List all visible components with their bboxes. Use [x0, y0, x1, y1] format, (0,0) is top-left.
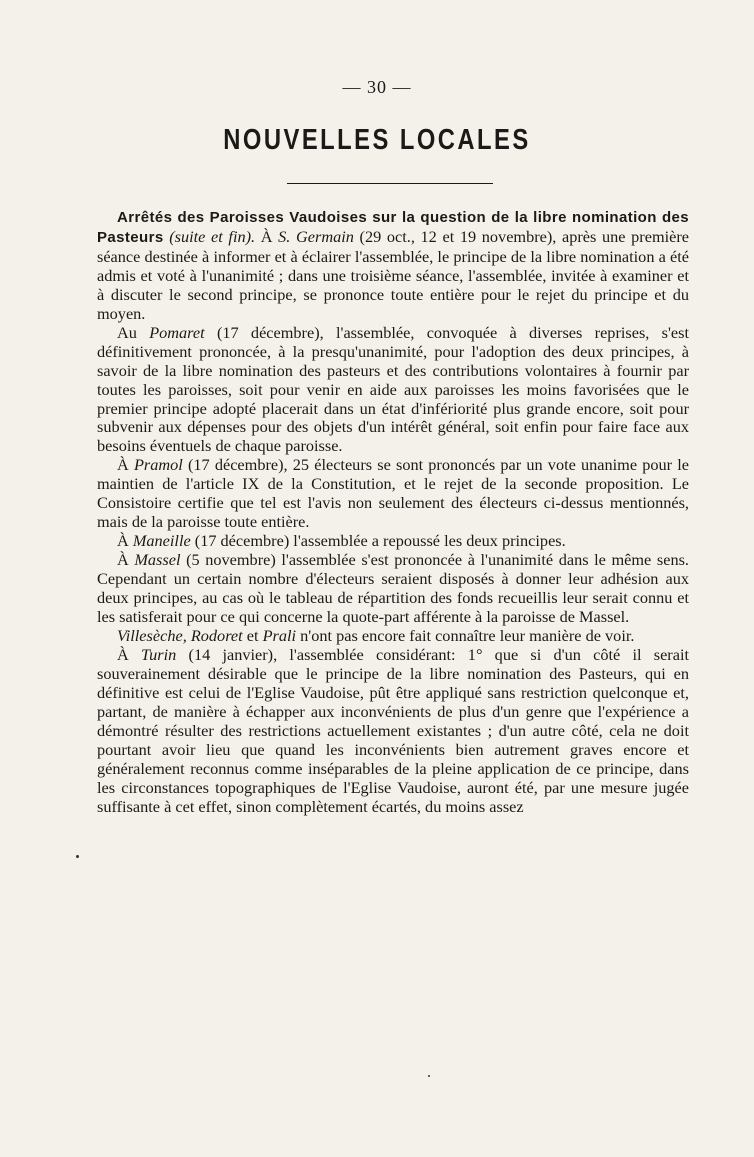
place-name: Massel: [134, 550, 181, 570]
place-name: Maneille: [132, 531, 191, 551]
paragraph-st-germain: [97, 208, 689, 324]
paragraph-text: Au: [117, 322, 150, 342]
paragraph-turin: [97, 646, 689, 817]
place-name: Villesèche, Rodoret: [117, 625, 243, 645]
paragraph-text: (14 janvier), l'assemblée considérant: 1° que si d'un côté il serait souverainement désirable que le principe de la libre nomination des Pasteurs, qui en définitive est celui de l'Eglise Vaudoise, pût être appliqué sans restriction quelconque et, partant, de manière à échapper aux inconvénients de plus d'un genre que l'expérience a démontré résulter des restrictions actuellement existantes ; d'un autre côté, cela ne doit pourtant avoir lieu que quand les inconvénients bien autrement graves encore et généralement reconnus comme inséparables de la pleine application de ce principe, dans les circonstances topographiques de l'Eglise Vaudoise, auront été, par une mesure jugée suffisante à cet effet, sinon complètement écartés, du moins assez: [97, 644, 690, 816]
paragraph-text: À: [117, 550, 135, 570]
place-name: Pramol: [133, 455, 183, 475]
print-speck: [428, 1075, 430, 1077]
paragraph-massel: [97, 551, 689, 627]
paragraph-text: À: [117, 455, 134, 475]
paragraph-villeseche: [97, 627, 689, 646]
heading-divider: [287, 183, 493, 184]
section-heading: NOUVELLES LOCALES: [223, 124, 531, 156]
article-body: [97, 208, 689, 817]
page-number: — 30 —: [342, 77, 412, 97]
paragraph-pramol: [97, 456, 689, 532]
place-name: Prali: [262, 625, 297, 645]
paragraph-text: (5 novembre) l'assemblée s'est prononcée à l'unanimité dans le même sens. Cependant un certain nombre d'électeurs seraient disposés à donner leur adhésion aux deux principes, au cas où le tableau de répartition des fonds recueillis leur serait connu et les satisferait pour ce qui concerne la quote-part afférente à la paroisse de Massel.: [97, 550, 689, 627]
place-name: S. Germain: [278, 226, 354, 246]
paragraph-text: et: [242, 625, 263, 645]
paragraph-text: (17 décembre) l'assemblée a repoussé les deux principes.: [190, 531, 566, 551]
paragraph-text: À: [117, 644, 141, 664]
place-name: Pomaret: [149, 322, 205, 342]
paragraph-pomaret: [97, 324, 689, 457]
paragraph-text: (17 décembre), 25 électeurs se sont prononcés par un vote unanime pour le maintien de l'article IX de la Constitution, et le rejet de la seconde proposition. Le Consistoire certifie que tel est l'avis non seulement des électeurs ci-dessus mentionnés, mais de la paroisse toute entière.: [97, 455, 690, 532]
paragraph-maneille: [97, 532, 689, 551]
paragraph-text: n'ont pas encore fait connaître leur manière de voir.: [296, 625, 635, 645]
paragraph-text: À: [260, 226, 279, 246]
article-lead-title: Arrêtés des Paroisses Vaudoises sur la question de la libre nomination des Pasteurs: [97, 209, 689, 246]
place-name: Turin: [141, 644, 177, 664]
paragraph-text: (17 décembre), l'assemblée, convoquée à diverses reprises, s'est définitivement prononcée, à la presqu'unanimité, pour l'adoption des deux principes, à savoir de la libre nomination des pasteurs et des contributions volontaires à fournir par toutes les paroisses, soit pour venir en aide aux paroisses les moins favorisées que le premier principe adopté placerait dans un état d'infériorité plus grande encore, soit pour subvenir aux dépenses pour des objets d'un intérêt général, soit enfin pour faire face aux besoins éventuels de chaque paroisse.: [97, 322, 690, 456]
paragraph-text: (29 oct., 12 et 19 novembre), après une première séance destinée à informer et à éclairer l'assemblée, le principe de la libre nomination a été admis et voté à l'unanimité ; dans une troisième séance, l'assemblée, invitée à examiner et à discuter le second principe, se prononce toute entière pour le rejet du principe et du moyen.: [97, 226, 690, 323]
print-speck: [76, 855, 79, 858]
paragraph-text: À: [117, 531, 133, 551]
article-lead-note: (suite et fin).: [163, 226, 261, 246]
